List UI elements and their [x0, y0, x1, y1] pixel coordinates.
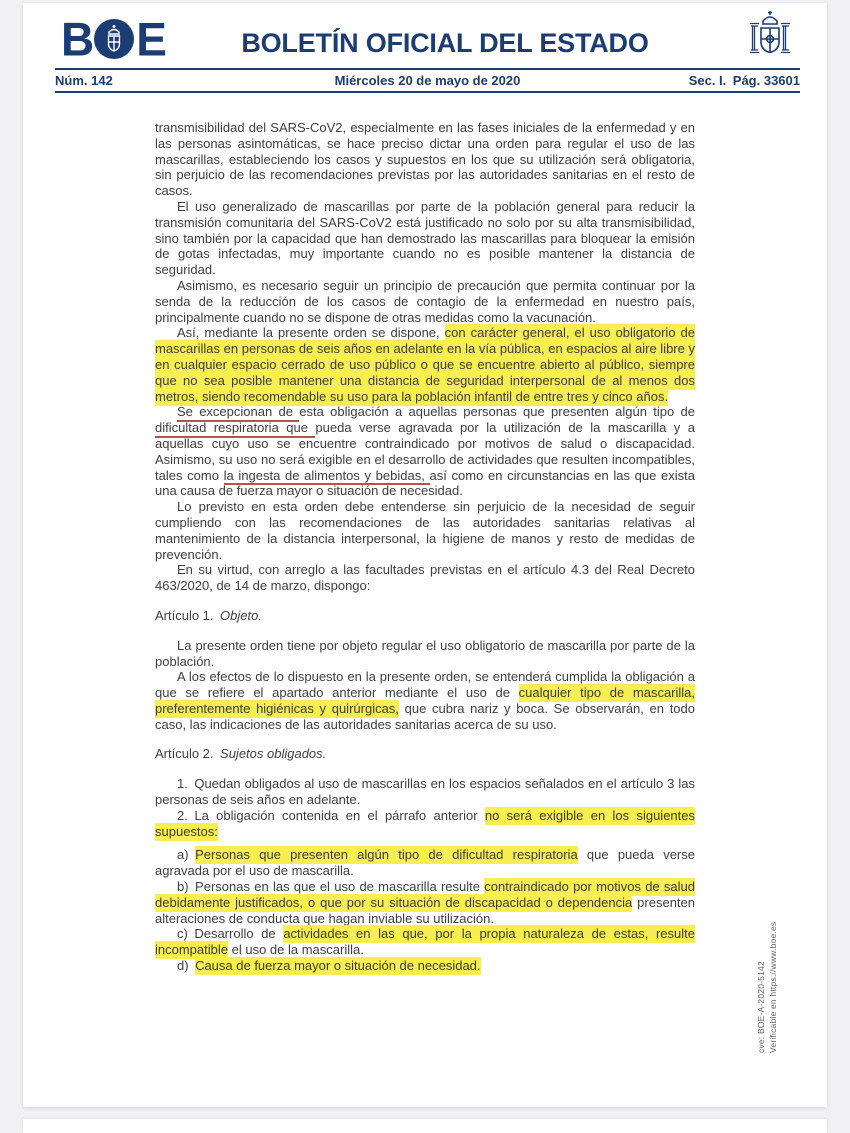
article-heading — [155, 746, 695, 762]
paragraph — [155, 562, 695, 594]
highlighted-text: contraindicado por motivos de salud debidamente justificados, o que por su situación de discapacidad o dependencia — [155, 879, 696, 910]
next-page-edge — [23, 1119, 827, 1133]
paragraph — [155, 847, 695, 879]
boe-logo — [61, 12, 165, 66]
text-run: el uso de la mascarilla. — [228, 942, 364, 958]
issue-number: Núm. 142 — [55, 73, 113, 88]
text-run: Así, mediante la presente orden se dispone, — [177, 325, 445, 341]
text-run: c) Desarrollo de — [177, 926, 284, 942]
paragraph — [155, 199, 695, 278]
paragraph — [155, 499, 695, 562]
section-page: Sec. I. Pág. 33601 — [688, 73, 800, 88]
underlined-text: Se excepcionan de — [177, 404, 299, 422]
text-run: Asimismo, es necesario seguir un principio de precaución que permita continuar por la senda de la reducción de los casos de contagio de la enfermedad en nuestro país, principalmente cuando no se dispone de otras medidas como la vacunación. — [155, 277, 695, 325]
boe-logo-letter-o — [94, 19, 134, 59]
highlighted-text: no será exigible en los siguientes supuestos: — [155, 807, 695, 839]
paragraph — [155, 926, 695, 958]
document-page — [23, 3, 827, 1107]
paragraph — [155, 638, 695, 670]
paragraph — [155, 879, 695, 926]
boe-logo-letter-b: B — [61, 12, 93, 66]
boe-logo-letter-e: E — [136, 12, 165, 66]
text-run: 1. Quedan obligados al uso de mascarillas en los espacios señalados en el artículo 3 las personas de seis años en adelante. — [155, 776, 695, 808]
text-run: que cubra nariz y boca. Se observarán, en todo caso, las indicaciones de las autoridades sanitarias acerca de su uso. — [155, 700, 695, 732]
text-run: A los efectos de lo dispuesto en la presente orden, se entenderá cumplida la obligación a que se refiere el apartado anterior mediante el uso de — [155, 669, 695, 701]
text-run: d) — [177, 958, 196, 974]
highlighted-text: Causa de fuerza mayor o situación de necesidad. — [195, 958, 481, 974]
text-run: así como en circunstancias en las que exista una causa de fuerza mayor o situación de necesidad. — [155, 467, 695, 499]
text-run: Lo previsto en esta orden debe entenderse sin perjuicio de la necesidad de seguir cumpliendo con las recomendaciones de las autoridades sanitarias relativas al mantenimiento de la distancia interpersonal, la higiene de manos y resto de medidas de prevención. — [155, 499, 695, 562]
coat-of-arms-icon — [745, 9, 795, 67]
paragraph — [155, 325, 695, 404]
text-run: transmisibilidad del SARS-CoV2, especialmente en las fases iniciales de la enfermedad y en las personas asintomáticas, se hace preciso dictar una orden para regular el uso de las mascarillas, estableciendo los casos y supuestos en los que su utilización será obligatoria, sin perjuicio de las recomendaciones previstas por las autoridades sanitarias en el resto de casos. — [155, 120, 695, 199]
highlighted-text: cualquier tipo de mascarilla, preferentemente higiénicas y quirúrgicas, — [155, 685, 696, 716]
paragraph — [155, 278, 695, 325]
underlined-text: la ingesta de alimentos y bebidas, — [224, 468, 430, 486]
text-run: El uso generalizado de mascarillas por parte de la población general para reducir la transmisión comunitaria del SARS-CoV2 está justificado no solo por su alta transmisibilidad, sino también por la capacidad que han demostrado las mascarillas para bloquear la emisión de gotas infectadas, muy importante cuando no es posible mantener la distancia de seguridad. — [155, 198, 695, 278]
text-run: b) Personas en las que el uso de mascarilla resulte — [177, 879, 485, 895]
text-run: a) — [177, 847, 196, 863]
paragraph — [155, 669, 695, 732]
text-run: En su virtud, con arreglo a las facultades previstas en el artículo 4.3 del Real Decreto 463/2020, de 14 de marzo, dispongo: — [155, 562, 695, 594]
highlighted-text: con carácter general, el uso obligatorio de mascarillas en personas de seis años en adelante en la vía pública, en espacios al aire libre y en cualquier espacio cerrado de uso público o que se encuentre abierto al público, siempre que no sea posible mantener una distancia de seguridad interpersonal de al menos dos metros, siendo recomendable su uso para la población infantil de entre tres y cinco años. — [155, 325, 695, 404]
italic-text: Sujetos obligados. — [220, 746, 327, 762]
cve-vertical-text — [756, 873, 780, 1053]
paragraph — [155, 958, 695, 974]
text-run: 2. La obligación contenida en el párrafo anterior — [177, 807, 485, 823]
issue-date: Miércoles 20 de mayo de 2020 — [334, 73, 521, 88]
article-heading — [155, 608, 695, 624]
paragraph — [155, 120, 695, 199]
highlighted-text: Personas que presenten algún tipo de dificultad respiratoria — [195, 847, 578, 863]
header-rule-top — [55, 68, 800, 70]
text-run: Artículo 2. — [155, 746, 221, 762]
italic-text: Objeto. — [220, 607, 262, 623]
document-body — [155, 120, 695, 974]
cve-code: cve: BOE-A-2020-5142 — [756, 961, 766, 1053]
highlighted-text: actividades en las que, por la propia naturaleza de estas, resulte incompatible — [155, 926, 695, 958]
text-run: esta obligación a aquellas personas que presenten algún tipo de — [299, 404, 696, 420]
text-run: pueda verse agravada por la utilización de la mascarilla y a aquellas cuyo uso se encuentre contraindicado por motivos de salud o discapacidad. Asimismo, su uso no será exigible en el desarrollo de actividades que resulten incompatibles, tales como — [155, 420, 695, 483]
text-run: La presente orden tiene por objeto regular el uso obligatorio de mascarilla por parte de la población. — [155, 637, 695, 669]
boe-logo-crest-icon — [102, 24, 126, 54]
paragraph — [155, 776, 695, 808]
underlined-text: dificultad respiratoria que — [155, 420, 315, 438]
paragraph — [155, 808, 695, 840]
paragraph — [155, 404, 695, 499]
text-run: que pueda verse agravada por el uso de mascarilla. — [155, 847, 695, 879]
page-title: BOLETÍN OFICIAL DEL ESTADO — [241, 28, 649, 58]
header-rule-bottom — [55, 91, 800, 93]
text-run: Artículo 1. — [155, 607, 221, 623]
text-run: presenten alteraciones de conducta que hagan inviable su utilización. — [155, 894, 695, 926]
cve-verify-url: Verificable en https://www.boe.es — [767, 921, 778, 1053]
subheader-bar — [55, 72, 800, 90]
